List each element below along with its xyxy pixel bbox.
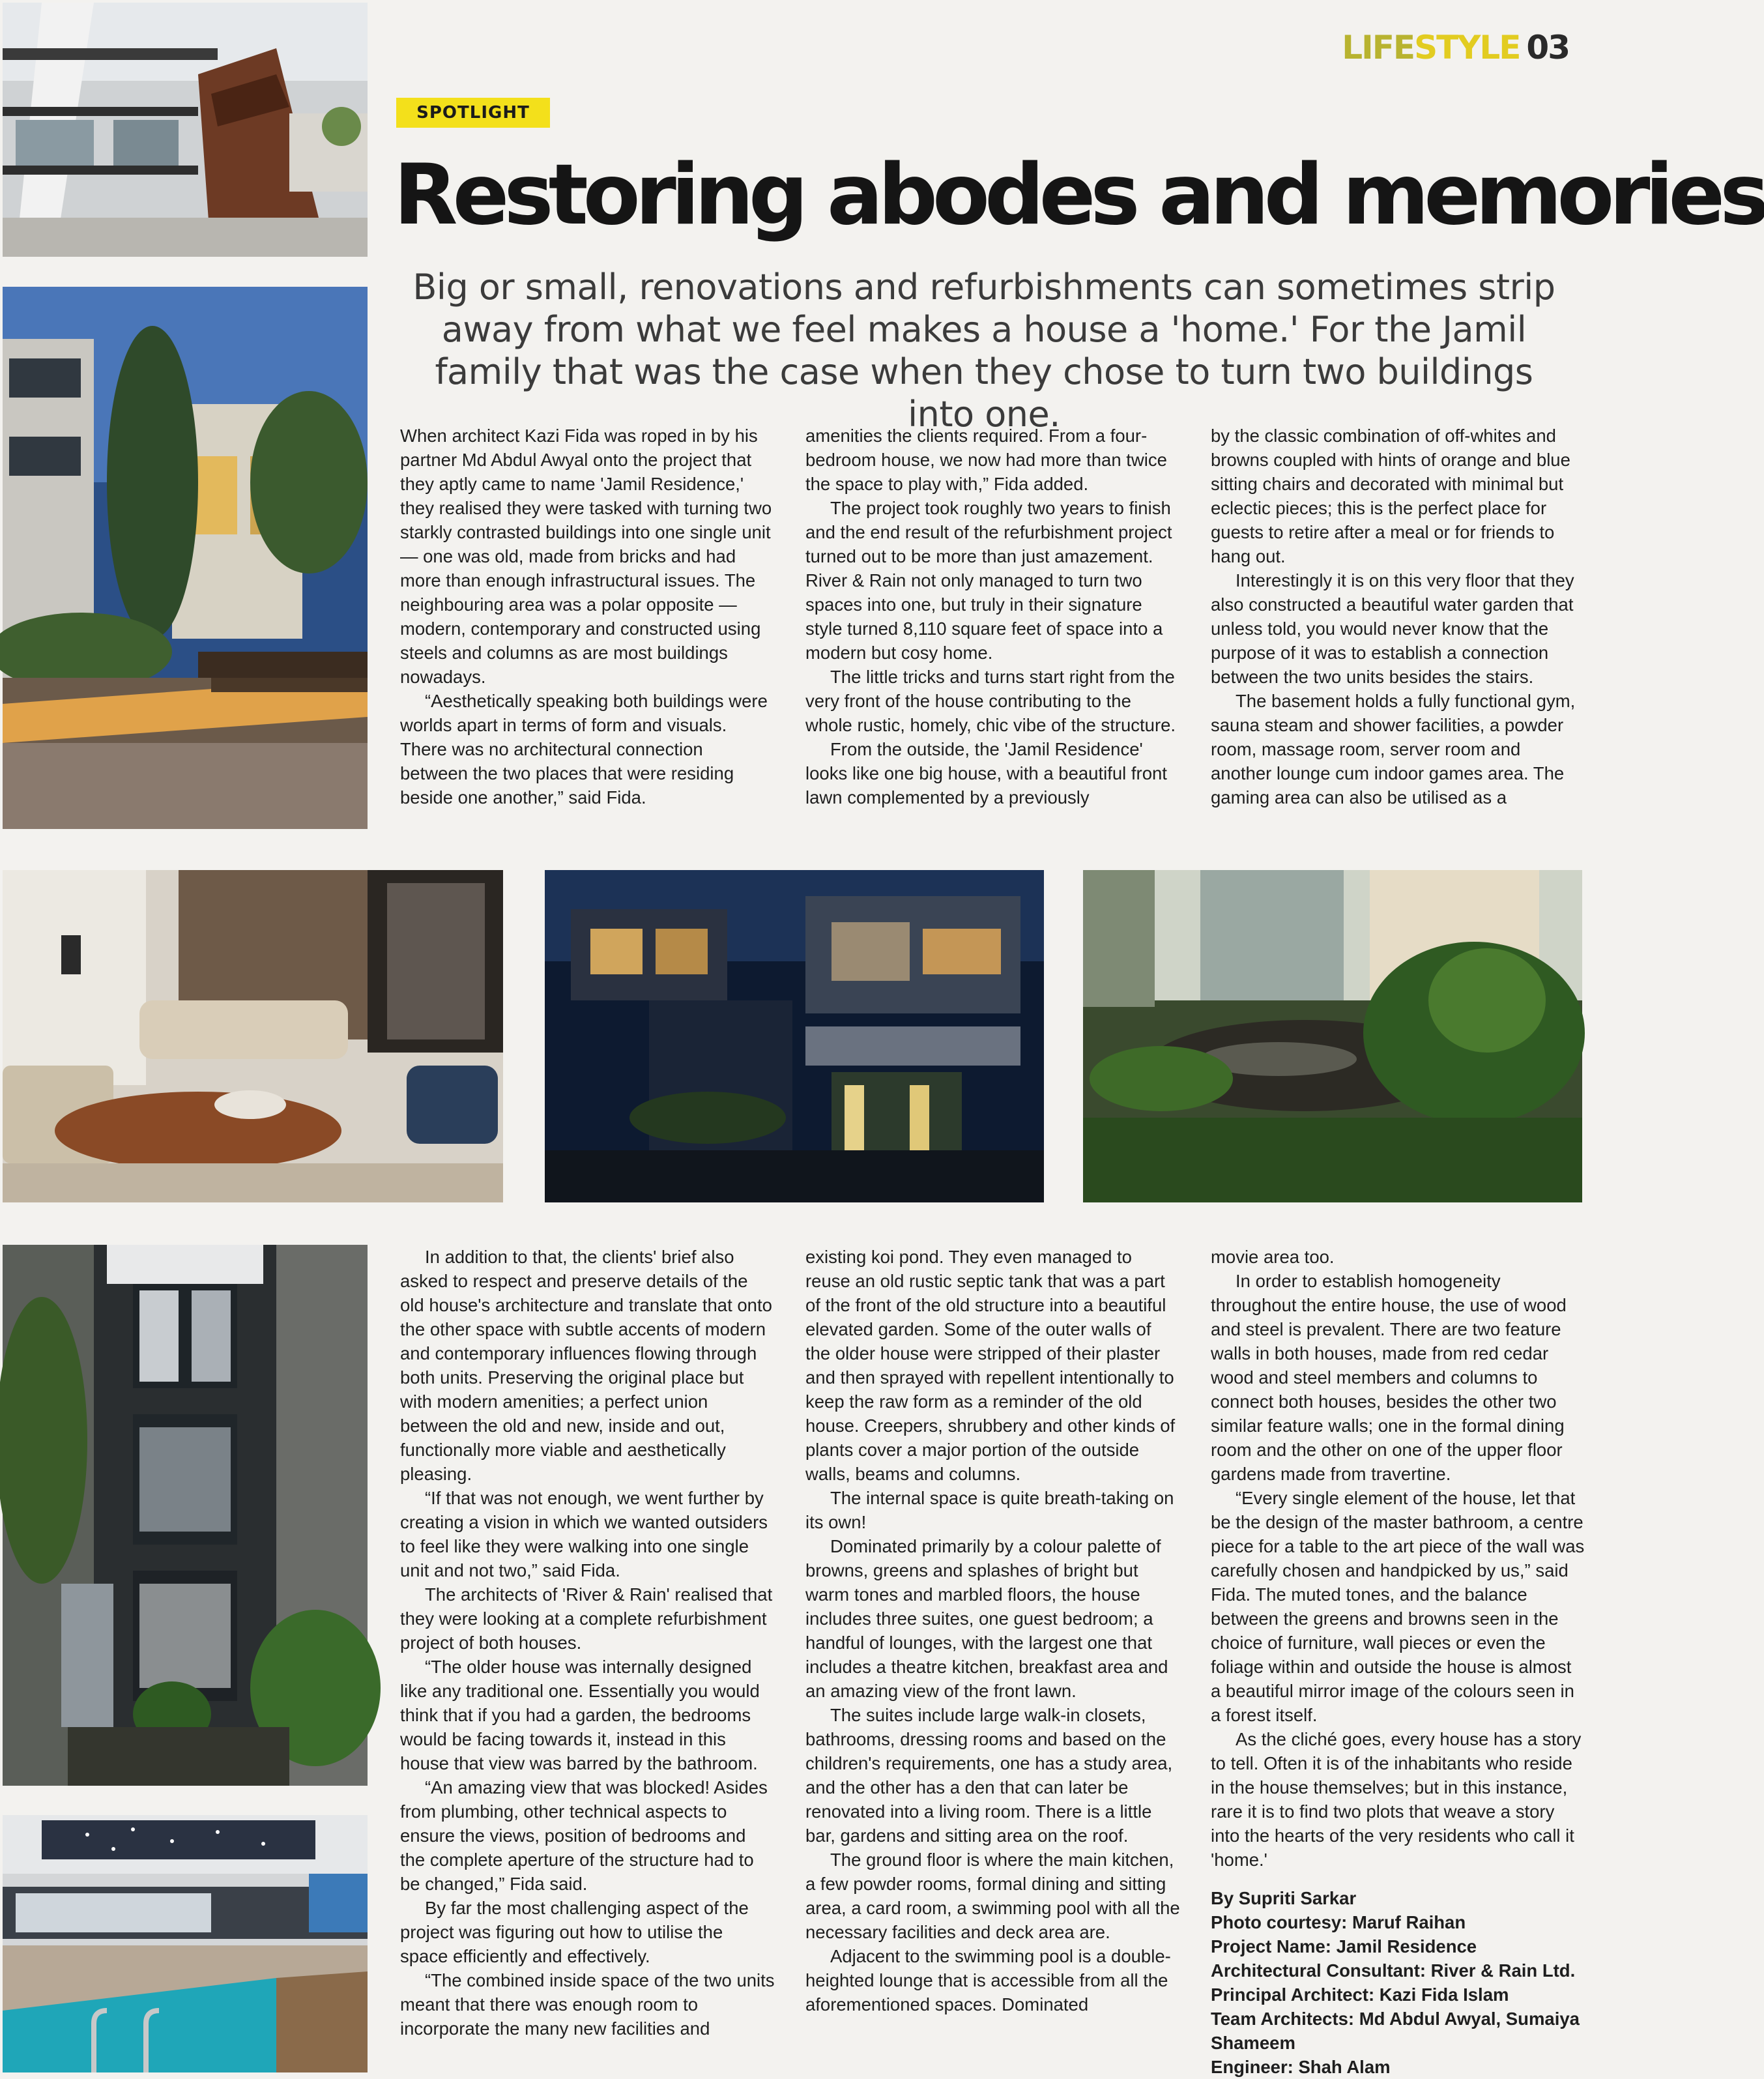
paragraph: existing koi pond. They even managed to reuse an old rustic septic tank that was a part of the front of the old structure into a beautiful elevated garden. Some of the outer walls of the older house were stripped of their plaster and then sprayed with repellent intentionally to keep the raw form as a reminder of the old house. Creepers, shrubbery and other kinds of plants cover a major portion of the outside walls, beams and columns.: [805, 1247, 1176, 1484]
paragraph: “The older house was internally designed like any traditional one. Essentially you would think that if you had a garden, the bedrooms would be facing towards it, instead in this house that view was barred by the bathroom.: [400, 1657, 760, 1773]
indoor-pool-photo: [3, 1815, 368, 2072]
paragraph: Dominated primarily by a colour palette of browns, greens and splashes of bright but warm tones and marbled floors, the house includes three suites, one guest bedroom; a handful of lounges, with the largest one that includes a theatre kitchen, breakfast area and an amazing view of the front lawn.: [805, 1536, 1168, 1701]
top-column-2: [805, 424, 1181, 837]
paragraph: by the classic combination of off-whites and browns coupled with hints of orange and blue sitting chairs and decorated with minimal but eclectic pieces; this is the perfect place for guests to retire after a meal or for friends to hang out.: [1211, 426, 1570, 566]
section-tag: [1295, 29, 1569, 74]
headline: Restoring abodes and memories: [394, 147, 1764, 244]
water-garden-photo: [1083, 870, 1582, 1202]
photo-credit: Photo courtesy: Maruf Raihan: [1211, 1912, 1466, 1932]
paragraph: amenities the clients required. From a four-bedroom house, we now had more than twice the space to play with,” Fida added.: [805, 426, 1167, 494]
paragraph: “Every single element of the house, let that be the design of the master bathroom, a centre piece for a table to the art piece of the wall was carefully chosen and handpicked by us,” said Fida. The muted tones, and the balance between the greens and browns seen in the choice of furniture, wall pieces or even the foliage within and outside the house is almost a beautiful mirror image of the colours seen in a forest itself.: [1211, 1488, 1585, 1725]
paragraph: When architect Kazi Fida was roped in by his partner Md Abdul Awyal onto the project that they aptly came to name 'Jamil Residence,' they realised they were tasked with turning two starkly contrasted buildings into one single unit — one was old, made from bricks and had more than enough infrastructural issues. The neighbouring area was a polar opposite — modern, contemporary and constructed using steels and columns as are most buildings nowadays.: [400, 426, 772, 687]
paragraph: Interestingly it is on this very floor that they also constructed a beautiful water garden that unless told, you would never know that the purpose of it was to establish a connection between the two units besides the stairs.: [1211, 570, 1574, 687]
spotlight-label: SPOTLIGHT: [396, 98, 550, 128]
bottom-column-1: [400, 1245, 775, 2072]
paragraph: The basement holds a fully functional gym, sauna steam and shower facilities, a powder room, massage room, server room and another lounge cum indoor games area. The gaming area can also be utilised as a: [1211, 691, 1576, 807]
paragraph: The architects of 'River & Rain' realised that they were looking at a complete refurbishment project of both houses.: [400, 1584, 773, 1653]
project-name: Project Name: Jamil Residence: [1211, 1936, 1477, 1956]
paragraph: In order to establish homogeneity throughout the entire house, the use of wood and steel is prevalent. There are two feature walls in both houses, made from red cedar wood and steel members and columns to connect both houses, besides the other two similar feature walls; one in the formal dining room and the other on one of the upper floor gardens made from travertine.: [1211, 1271, 1567, 1484]
paragraph: Adjacent to the swimming pool is a double-heighted lounge that is accessible from all the aforementioned spaces. Dominated: [805, 1946, 1171, 2014]
credits-block: [1211, 1886, 1586, 2079]
paragraph: “If that was not enough, we went further by creating a vision in which we wanted outsiders to feel like they were walking into one single unit and not two,” said Fida.: [400, 1488, 768, 1580]
page-number: 03: [1526, 29, 1569, 66]
paragraph: “Aesthetically speaking both buildings were worlds apart in terms of form and visuals. There was no architectural connection between the two places that were residing beside one another,” said Fida.: [400, 691, 768, 807]
engineer: Engineer: Shah Alam: [1211, 2057, 1391, 2077]
top-column-3: [1211, 424, 1586, 837]
standfirst: Big or small, renovations and refurbishments can sometimes strip away from what we feel makes a house a 'home.' For the Jamil family that was the case when they chose to turn two buildings into one.: [412, 267, 1555, 435]
night-exterior-photo: [545, 870, 1044, 1202]
top-column-1: [400, 424, 775, 837]
byline: By Supriti Sarkar: [1211, 1888, 1357, 1908]
courtyard-atrium-photo: [3, 1245, 368, 1786]
paragraph: In addition to that, the clients' brief also asked to respect and preserve details of the old house's architecture and translate that onto the other space with subtle accents of modern and contemporary influences flowing through both units. Preserving the original place but with modern amenities; a perfect union between the old and new, inside and out, functionally more viable and aesthetically pleasing.: [400, 1247, 772, 1484]
paragraph: As the cliché goes, every house has a story to tell. Often it is of the inhabitants who reside in the house themselves; but in this instance, rare it is to find two plots that weave a story into the hearts of the very residents who call it 'home.': [1211, 1729, 1582, 1870]
paragraph: By far the most challenging aspect of the project was figuring out how to utilise the space efficiently and effectively.: [400, 1898, 749, 1966]
paragraph: “The combined inside space of the two units meant that there was enough room to incorporate the many new facilities and: [400, 1970, 775, 2039]
paragraph: movie area too.: [1211, 1247, 1335, 1267]
paragraph: From the outside, the 'Jamil Residence' looks like one big house, with a beautiful front lawn complemented by a previously: [805, 739, 1167, 807]
living-room-photo: [3, 870, 503, 1202]
paragraph: The project took roughly two years to finish and the end result of the refurbishment project turned out to be more than just amazement. River & Rain not only managed to turn two spaces into one, but truly in their signature style turned 8,110 square feet of space into a modern but cosy home.: [805, 498, 1172, 663]
team-architects: Team Architects: Md Abdul Awyal, Sumaiya Shameem: [1211, 2009, 1580, 2053]
exterior-facade-photo: [3, 3, 368, 257]
principal-architect: Principal Architect: Kazi Fida Islam: [1211, 1984, 1509, 2005]
paragraph: “An amazing view that was blocked! Asides from plumbing, other technical aspects to ensure the views, position of bedrooms and the complete aperture of the structure had to be changed,” Fida said.: [400, 1777, 768, 1894]
paragraph: The suites include large walk-in closets, bathrooms, dressing rooms and based on the children's requirements, one has a study area, and the other has a den that can later be renovated into a living room. There is a little bar, gardens and sitting area on the roof.: [805, 1705, 1173, 1846]
paragraph: The ground floor is where the main kitchen, a few powder rooms, formal dining and sitting area, a card room, a swimming pool with all the necessary facilities and deck area are.: [805, 1850, 1180, 1942]
architectural-consultant: Architectural Consultant: River & Rain Ltd.: [1211, 1960, 1576, 1981]
bottom-column-2: [805, 1245, 1181, 2072]
section-life: LIFE: [1342, 29, 1415, 66]
paragraph: The internal space is quite breath-taking on its own!: [805, 1488, 1174, 1532]
bottom-column-3: [1211, 1245, 1586, 2077]
paragraph: The little tricks and turns start right from the very front of the house contributing to the whole rustic, homely, chic vibe of the structure.: [805, 667, 1176, 735]
section-style: STYLE: [1414, 29, 1520, 66]
residence-dusk-photo: [3, 287, 368, 829]
